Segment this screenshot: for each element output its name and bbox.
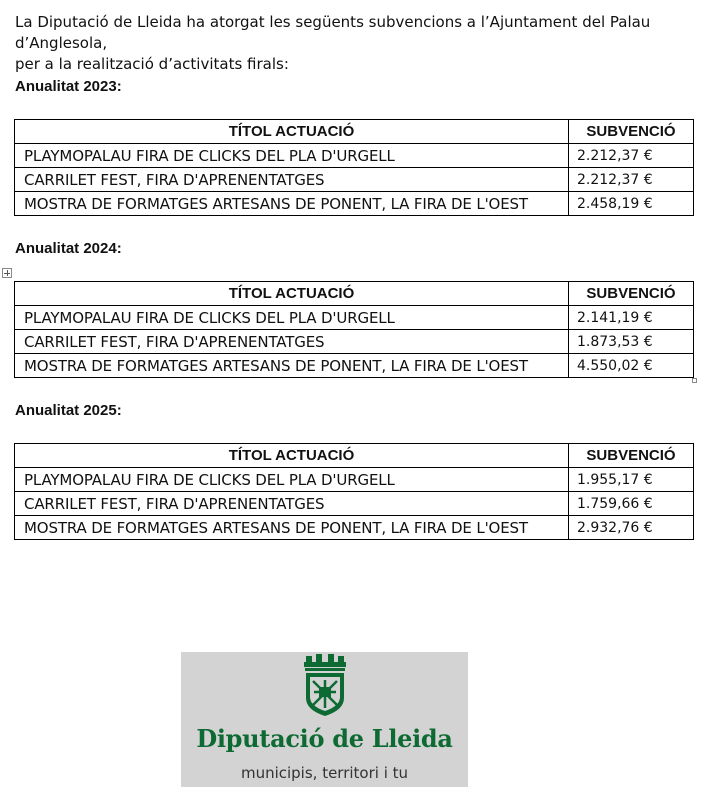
table-row [15,306,694,330]
table-row [15,492,694,516]
grants-table-2025 [14,443,694,540]
table-row [15,144,694,168]
table-row [15,354,694,378]
diputacio-logo [181,652,468,787]
table-row [15,168,694,192]
row-amount: 1.873,53 € [569,330,694,354]
header-title: TÍTOL ACTUACIÓ [15,444,569,468]
header-title: TÍTOL ACTUACIÓ [15,282,569,306]
row-amount: 4.550,02 € [569,354,694,378]
table-move-handle-icon[interactable] [2,268,12,278]
grants-table-2023 [14,119,694,216]
row-title: PLAYMOPALAU FIRA DE CLICKS DEL PLA D'URGELL [15,468,569,492]
header-amount: SUBVENCIÓ [569,282,694,306]
table-header-row [15,444,694,468]
table-row [15,192,694,216]
table-header-row [15,120,694,144]
row-title: PLAYMOPALAU FIRA DE CLICKS DEL PLA D'URGELL [15,306,569,330]
logo-tagline: municipis, territori i tu [240,764,409,782]
table-row [15,468,694,492]
row-title: MOSTRA DE FORMATGES ARTESANS DE PONENT, LA FIRA DE L'OEST [15,354,569,378]
row-title: CARRILET FEST, FIRA D'APRENENTATGES [15,492,569,516]
row-amount: 2.212,37 € [569,144,694,168]
row-amount: 2.141,19 € [569,306,694,330]
row-amount: 2.212,37 € [569,168,694,192]
row-title: CARRILET FEST, FIRA D'APRENENTATGES [15,330,569,354]
heading-2024: Anualitat 2024: [15,240,122,257]
header-amount: SUBVENCIÓ [569,444,694,468]
logo-name: Diputació de Lleida [196,724,453,753]
table-row [15,330,694,354]
row-title: MOSTRA DE FORMATGES ARTESANS DE PONENT, LA FIRA DE L'OEST [15,192,569,216]
header-amount: SUBVENCIÓ [569,120,694,144]
table-header-row [15,282,694,306]
row-title: PLAYMOPALAU FIRA DE CLICKS DEL PLA D'URGELL [15,144,569,168]
coat-of-arms-icon [300,654,350,718]
row-amount: 1.955,17 € [569,468,694,492]
header-title: TÍTOL ACTUACIÓ [15,120,569,144]
table-resize-handle-icon[interactable] [692,378,697,383]
grants-table-2024 [14,281,694,378]
heading-2025: Anualitat 2025: [15,402,122,419]
row-amount: 2.932,76 € [569,516,694,540]
row-amount: 1.759,66 € [569,492,694,516]
intro-paragraph: La Diputació de Lleida ha atorgat les següents subvencions a l’Ajuntament del Palau d’Anglesola, per a la realització d’activitats firals: [15,13,651,73]
table-row [15,516,694,540]
heading-2023: Anualitat 2023: [15,78,122,95]
row-amount: 2.458,19 € [569,192,694,216]
row-title: CARRILET FEST, FIRA D'APRENENTATGES [15,168,569,192]
row-title: MOSTRA DE FORMATGES ARTESANS DE PONENT, LA FIRA DE L'OEST [15,516,569,540]
